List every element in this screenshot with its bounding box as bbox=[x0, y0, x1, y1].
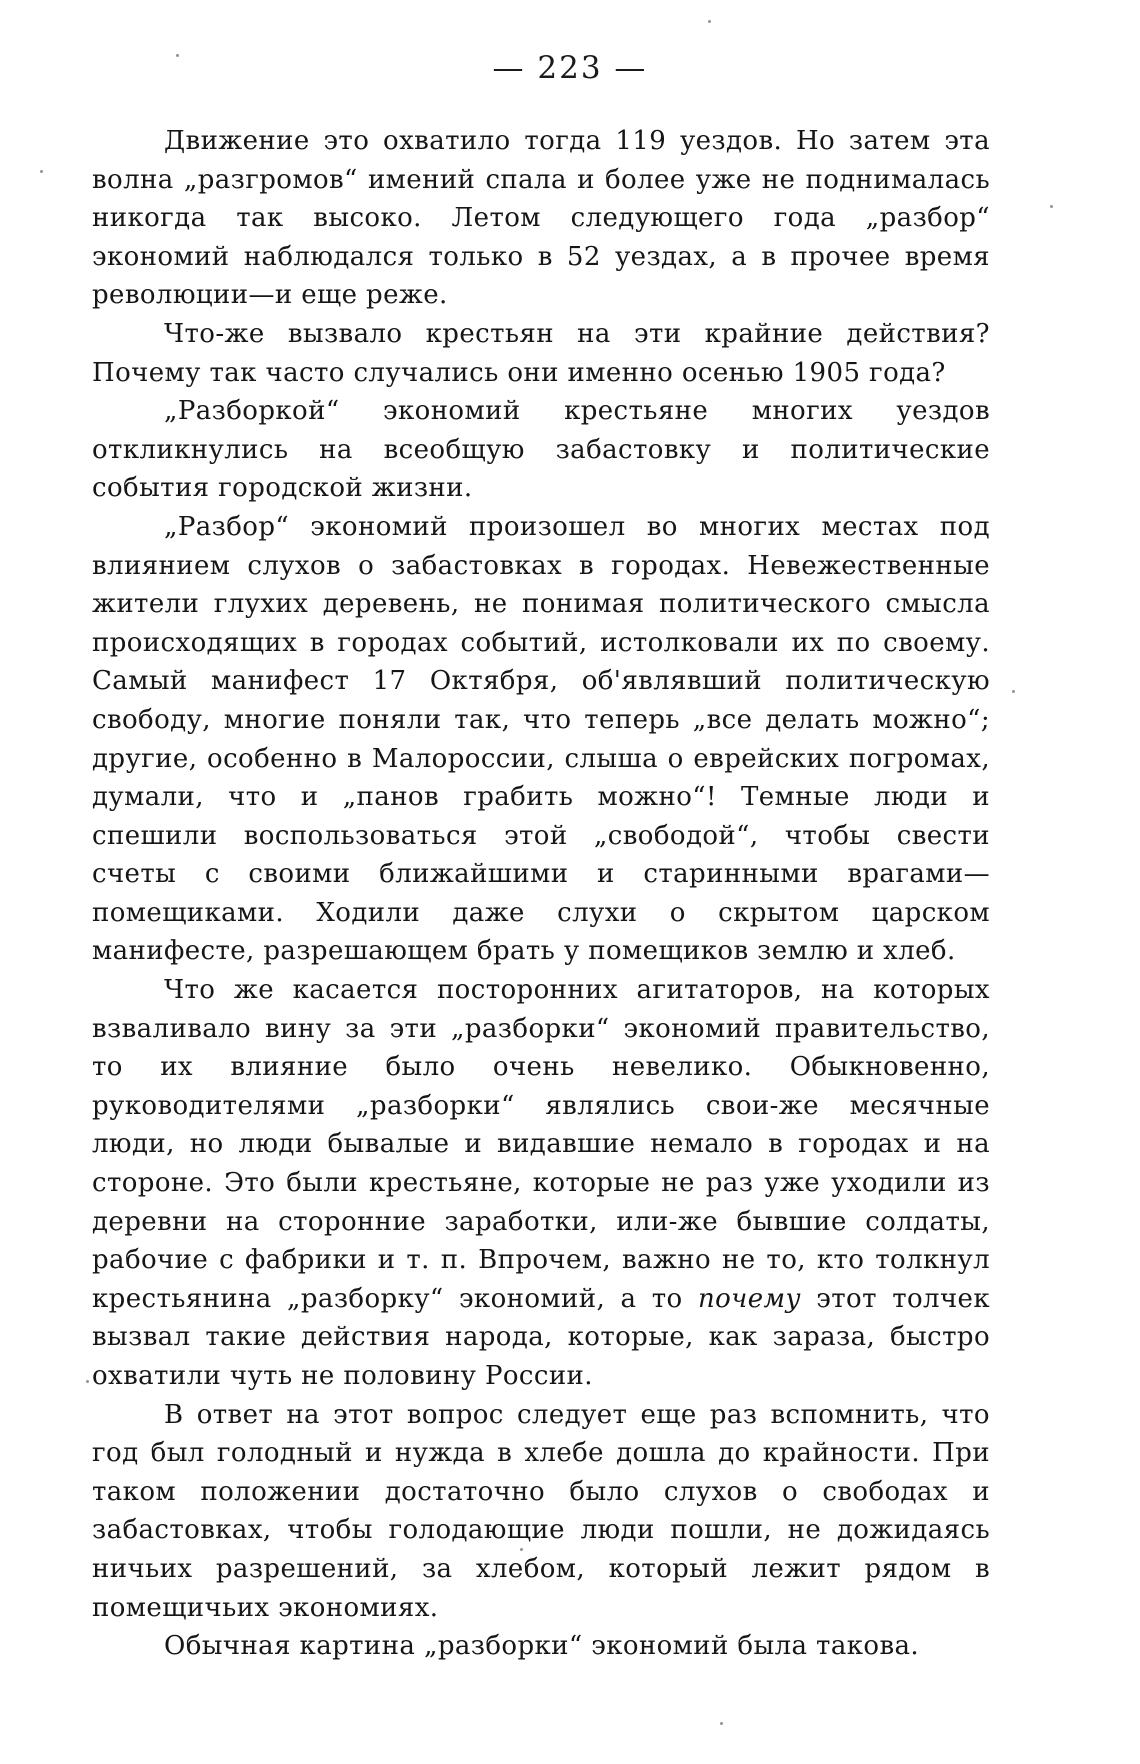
paragraph-7: Обычная картина „разборки“ экономий была такова. bbox=[164, 1631, 920, 1662]
scan-speck bbox=[1050, 205, 1053, 208]
scan-speck bbox=[86, 1380, 89, 1383]
paragraph-5-emphasis: почему bbox=[697, 1283, 801, 1314]
page-number: — 223 — bbox=[492, 50, 648, 86]
scan-speck bbox=[708, 20, 711, 23]
scan-speck bbox=[40, 170, 43, 173]
paragraph-3: „Разборкой“ экономий крестьяне многих уездов откликнулись на всеобщую забастовку и политические события городской жизни. bbox=[92, 396, 990, 504]
paragraph-2: Что-же вызвало крестьян на эти крайние действия? Почему так часто случались они именно осенью 1905 года? bbox=[92, 318, 990, 388]
paragraph-5-after: этот толчек вызвал такие действия народа, которые, как зараза, быстро охватили чуть не половину России. bbox=[92, 1283, 990, 1391]
paragraph-5-before: Что же касается посторонних агитаторов, на которых взваливало вину за эти „разборки“ экономий правительство, то их влияние было очень невелико. Обыкновенно, руководителями „разборки“ являлись свои-же месячные люди, но люди бывалые и видавшие немало в городах и на стороне. Это были крестьяне, которые не раз уже уходили из деревни на сторонние заработки, или-же бывшие солдаты, рабочие с фабрики и т. п. Впрочем, важно не то, кто толкнул крестьянина „разборку“ экономий, а то bbox=[92, 975, 990, 1314]
scan-speck bbox=[1012, 690, 1015, 693]
paragraph-5 bbox=[92, 971, 990, 1396]
scan-speck bbox=[720, 1722, 723, 1725]
paragraph-4: „Разбор“ экономий произошел во многих местах под влиянием слухов о забастовках в городах. Невежественные жители глухих деревень, не понимая политического смысла происходящих в городах событий, истолковали их по своему. Самый манифест 17 Октября, об'являвший политическую свободу, многие поняли так, что теперь „все делать можно“; другие, особенно в Малороссии, слыша о еврейских погромах, думали, что и „панов грабить можно“! Темные люди и спешили воспользоваться этой „свободой“, чтобы свести счеты с своими ближайшими и старинными врагами—помещиками. Ходили даже слухи о скрытом царском манифесте, разрешающем брать у помещиков землю и хлеб. bbox=[92, 511, 990, 967]
scan-speck bbox=[520, 1548, 523, 1551]
scan-speck bbox=[176, 54, 179, 57]
paragraph-6: В ответ на этот вопрос следует еще раз вспомнить, что год был голодный и нужда в хлебе дошла до крайности. При таком положении достаточно было слухов о свободах и забастовках, чтобы голодающие люди пошли, не дожидаясь ничьих разрешений, за хлебом, который лежит рядом в помещичьих экономиях. bbox=[92, 1399, 990, 1623]
body-text bbox=[92, 122, 990, 1666]
paragraph-1: Движение это охватило тогда 119 уездов. Но затем эта волна „разгромов“ имений спала и более уже не поднималась никогда так высоко. Летом следующего года „разбор“ экономий наблюдался только в 52 уездах, а в прочее время революции—и еще реже. bbox=[92, 126, 990, 311]
